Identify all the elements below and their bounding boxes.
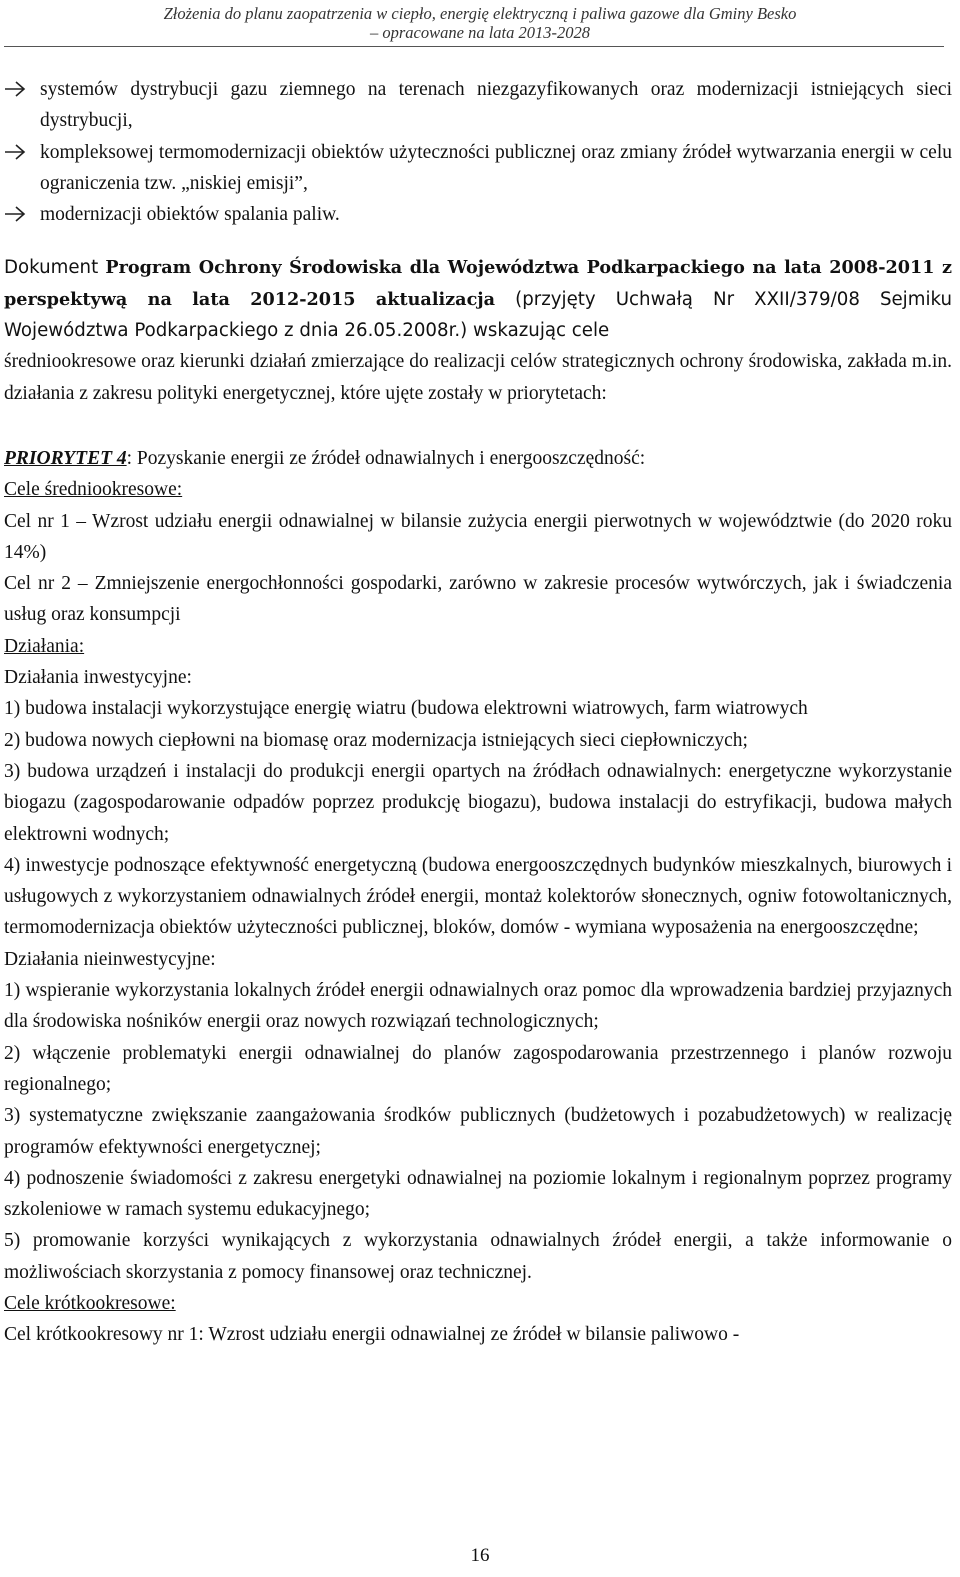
dzialania-heading: Działania: — [4, 635, 85, 657]
cele-krotko-heading: Cele krótkookresowe: — [4, 1292, 176, 1314]
list-item — [4, 74, 952, 137]
bullet-text: modernizacji obiektów spalania paliw. — [40, 204, 340, 226]
nieinwest-item: 3) systematyczne zwiększanie zaangażowania środków publicznych (budżetowych i pozabudżetowych) w realizację programów efektywności energetycznej; — [4, 1105, 952, 1158]
dokument-title: Program Ochrony Środowiska dla Województwa Podkarpackiego na lata 2008-2011 z perspektywą na lata 2012-2015 aktualizacja — [4, 257, 952, 310]
bullet-list — [4, 74, 952, 230]
inwest-heading: Działania inwestycyjne: — [4, 667, 192, 689]
nieinwest-item: 2) włączenie problematyki energii odnawialnej do planów zagospodarowania przestrzennego i planów rozwoju regionalnego; — [4, 1042, 952, 1095]
inwest-item: 3) budowa urządzeń i instalacji do produkcji energii opartych na źródłach odnawialnych: energetyczne wykorzystanie biogazu (zagospodarowanie odpadów poprzez produkcję biogazu), budowa instalacji do estryfikacji, budowa małych elektrowni wodnych; — [4, 760, 952, 845]
cele-srednio-heading: Cele średniookresowe: — [4, 479, 183, 501]
header-subtitle: – opracowane na lata 2013-2028 — [370, 23, 590, 42]
list-item — [4, 137, 952, 200]
header-title: Złożenia do planu zaopatrzenia w ciepło, energię elektryczną i paliwa gazowe dla Gminy Besko — [163, 4, 797, 23]
nieinwest-item: 4) podnoszenie świadomości z zakresu energetyki odnawialnej na poziomie lokalnym i regionalnym poprzez programy szkoleniowe w ramach systemu edukacyjnego; — [4, 1167, 952, 1221]
page-number: 16 — [470, 1545, 490, 1566]
nieinwest-heading: Działania nieinwestycyjne: — [4, 948, 216, 970]
right-arrow-icon — [4, 205, 26, 223]
spacer — [4, 409, 952, 443]
cel-2: Cel nr 2 – Zmniejszenie energochłonności gospodarki, zarówno w zakresie procesów wytwórczych, jak i świadczenia usług oraz konsumpcji — [4, 573, 952, 626]
header-rule — [4, 46, 944, 47]
inwest-item: 1) budowa instalacji wykorzystujące energię wiatru (budowa elektrowni wiatrowych, farm wiatrowych — [4, 698, 808, 720]
dokument-paragraph — [4, 252, 952, 346]
nieinwest-item: 1) wspieranie wykorzystania lokalnych źródeł energii odnawialnych oraz pomoc dla wprowadzenia bardziej przyjaznych dla środowiska nośników energii oraz nowych rozwiązań technologicznych; — [4, 980, 952, 1033]
bullet-text: kompleksowej termomodernizacji obiektów użyteczności publicznej oraz zmiany źródeł wytwarzania energii w celu ograniczenia tzw. „niskiej emisji”, — [40, 141, 952, 194]
dokument-continuation: średniookresowe oraz kierunki działań zmierzające do realizacji celów strategicznych ochrony środowiska, zakłada m.in. działania z zakresu polityki energetycznej, które ujęte zostały w priorytetach: — [4, 351, 952, 404]
bullet-text: systemów dystrybucji gazu ziemnego na terenach niezgazyfikowanych oraz modernizacji istniejących sieci dystrybucji, — [40, 79, 952, 132]
dokument-suffix: (przyjęty Uchwałą Nr XXII/379/08 Sejmiku Województwa Podkarpackiego z dnia 26.05.2008r.) wskazując cele — [4, 288, 953, 342]
inwest-item: 2) budowa nowych ciepłowni na biomasę oraz modernizacja istniejących sieci ciepłowniczych; — [4, 729, 748, 751]
page-header — [0, 4, 960, 42]
cel-krotko-1: Cel krótkookresowy nr 1: Wzrost udziału energii odnawialnej ze źródeł w bilansie paliwowo - — [4, 1324, 740, 1346]
right-arrow-icon — [4, 143, 26, 161]
priorytet-label: PRIORYTET 4 — [4, 447, 127, 469]
list-item — [4, 199, 952, 230]
nieinwest-item: 5) promowanie korzyści wynikających z wykorzystania odnawialnych źródeł energii, a także informowanie o możliwościach skorzystania z pomocy finansowej oraz technicznej. — [4, 1230, 952, 1283]
cel-1: Cel nr 1 – Wzrost udziału energii odnawialnej w bilansie zużycia energii pierwotnych w województwie (do 2020 roku 14%) — [4, 510, 952, 563]
right-arrow-icon — [4, 80, 26, 98]
document-body — [4, 74, 952, 1351]
priorytet-title: : Pozyskanie energii ze źródeł odnawialnych i energooszczędność: — [126, 447, 646, 469]
priorytet-heading — [4, 443, 952, 474]
dokument-prefix: Dokument — [4, 257, 106, 279]
inwest-item: 4) inwestycje podnoszące efektywność energetyczną (budowa energooszczędnych budynków mieszkalnych, biurowych i usługowych z wykorzystaniem odnawialnych źródeł energii, montaż kolektorów słonecznych, ogniw fotowoltanicznych, termomodernizacja obiektów użyteczności publicznej, bloków, domów - wymiana wyposażenia na energooszczędne; — [4, 854, 952, 939]
